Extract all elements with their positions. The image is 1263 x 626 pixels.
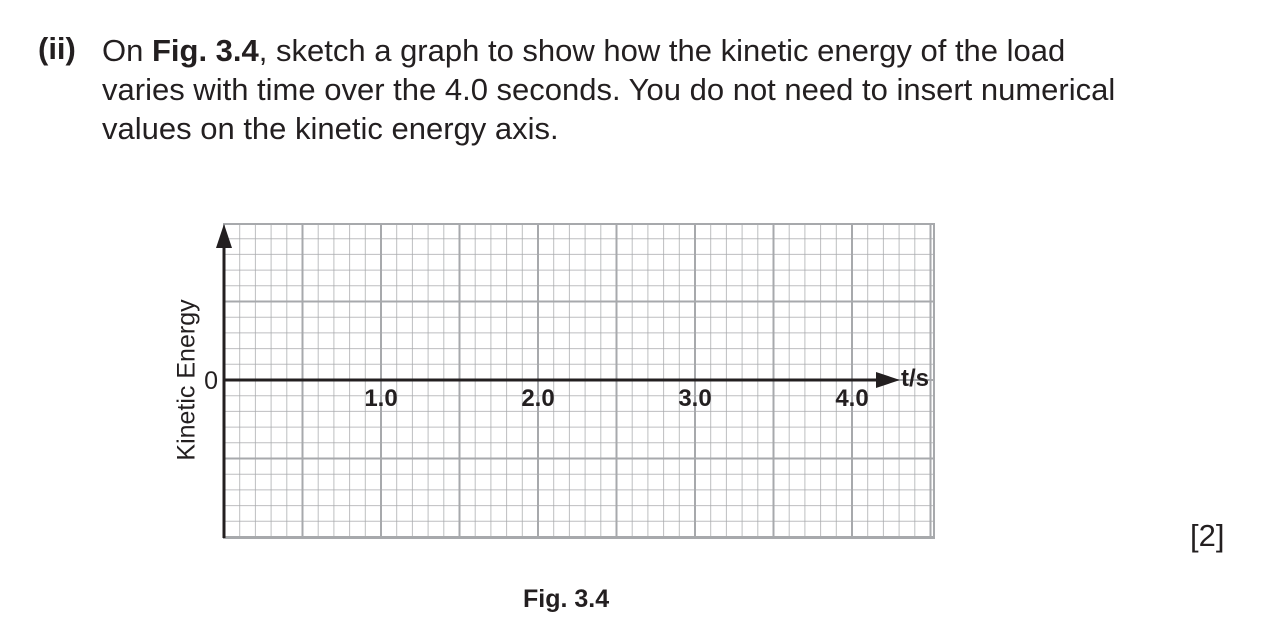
question-line2: varies with time over the 4.0 seconds. You do not need to insert numerical bbox=[102, 72, 1116, 107]
marks-indicator: [2] bbox=[1190, 518, 1225, 553]
x-tick-label: 4.0 bbox=[835, 385, 869, 412]
x-axis-label: t/s bbox=[901, 365, 930, 392]
question-line1-post: , sketch a graph to show how the kinetic energy of the load bbox=[258, 33, 1066, 68]
x-tick-label: 3.0 bbox=[678, 385, 712, 412]
figure-reference: Fig. 3.4 bbox=[151, 33, 259, 68]
figure-caption: Fig. 3.4 bbox=[523, 585, 610, 613]
origin-label: 0 bbox=[204, 367, 218, 395]
question-label: (ii) bbox=[38, 31, 76, 66]
question-line1-pre: On bbox=[102, 33, 152, 68]
question-line3: values on the kinetic energy axis. bbox=[102, 111, 559, 146]
x-axis-arrow bbox=[876, 372, 900, 388]
y-axis-label: Kinetic Energy bbox=[172, 299, 201, 461]
x-tick-label: 1.0 bbox=[364, 385, 398, 412]
x-tick-label: 2.0 bbox=[521, 385, 555, 412]
y-axis-arrow bbox=[216, 224, 232, 248]
